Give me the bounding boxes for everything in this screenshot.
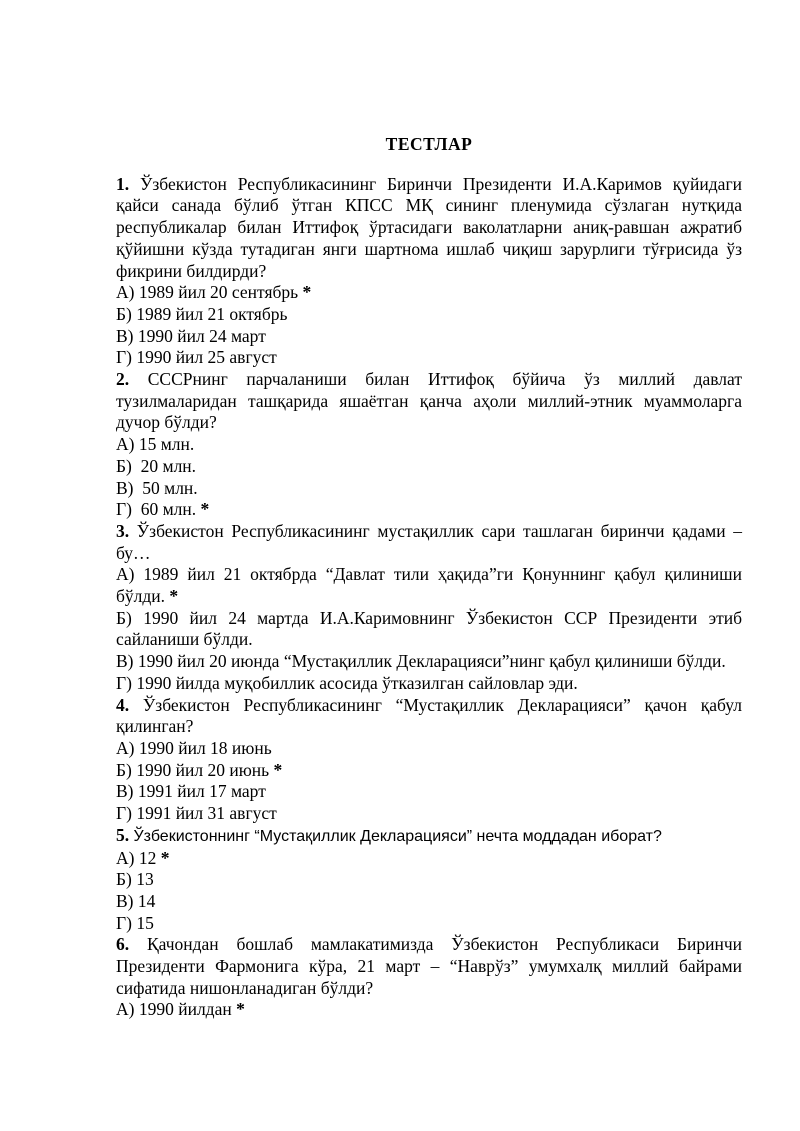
question-text: Ўзбекистон Республикасининг мустақиллик сари ташлаган биринчи қадами – бу… [116,520,742,563]
answer-option [116,781,742,803]
test-document [116,134,742,1021]
answer-option [116,434,742,456]
option-text: Б) 13 [116,869,154,890]
correct-mark: * [160,847,170,868]
option-text: Б) 1990 йил 20 июнь [116,759,274,780]
option-text: В) 50 млн. [116,477,198,498]
question-text: Ўзбекистоннинг “Мустақиллик Декларацияси” нечта моддадан иборат? [133,827,662,845]
option-text: Г) 1990 йил 25 август [116,347,277,368]
answer-option [116,326,742,348]
question-text: Қачондан бошлаб мамлакатимизда Ўзбекистон Республикаси Биринчи Президенти Фармонига кўра, 21 март – “Наврўз” умумхалқ миллий байрами сифатида нишонланадиган бўлди? [116,934,742,998]
option-text: Г) 15 [116,912,154,933]
answer-option [116,891,742,913]
answer-option [116,738,742,760]
answer-option [116,499,742,521]
question-text: Ўзбекистон Республикасининг “Мустақиллик Декларацияси” қачон қабул қилинган? [116,694,742,737]
question-number: 4. [116,694,130,715]
correct-mark: * [302,282,312,303]
answer-option [116,869,742,891]
question-number: 1. [116,173,130,194]
option-text: А) 1990 йил 18 июнь [116,737,272,758]
option-text: Б) 1990 йил 24 мартда И.А.Каримовнинг Ўзбекистон ССР Президенти этиб сайланиши бўлди. [116,607,742,650]
option-text: А) 15 млн. [116,434,195,455]
option-text: Б) 20 млн. [116,455,197,476]
question-number: 5. [116,824,130,845]
question-number: 3. [116,520,130,541]
answer-option [116,999,742,1021]
question-number: 2. [116,369,130,390]
correct-mark: * [236,999,245,1020]
option-text: А) 1989 йил 20 сентябрь [116,282,303,303]
answer-option [116,673,742,695]
option-text: В) 14 [116,890,156,911]
question-4 [116,695,742,738]
option-text: В) 1991 йил 17 март [116,781,266,802]
answer-option [116,913,742,935]
option-text: В) 1990 йил 20 июнда “Мустақиллик Декларацияси”нинг қабул қилиниши бўлди. [116,651,726,672]
question-text: СССРнинг парчаланиши билан Иттифоқ бўйича ўз миллий давлат тузилмаларидан ташқарида яшаётган қанча аҳоли миллий-этник муаммоларга дучор бўлди? [116,369,742,433]
answer-option [116,608,742,651]
question-6 [116,934,742,999]
option-text: Г) 1991 йил 31 август [116,803,277,824]
answer-option [116,651,742,673]
question-3 [116,521,742,564]
answer-option [116,304,742,326]
question-5 [116,825,742,848]
answer-option [116,347,742,369]
question-number: 6. [116,934,130,955]
option-text: Г) 60 млн. [116,499,201,520]
correct-mark: * [200,499,210,520]
answer-option [116,282,742,304]
option-text: Г) 1990 йилда муқобиллик асосида ўтказилган сайловлар эди. [116,672,578,693]
question-2 [116,369,742,434]
answer-option [116,478,742,500]
option-text: А) 12 [116,847,161,868]
option-text: В) 1990 йил 24 март [116,325,266,346]
answer-option [116,803,742,825]
answer-option [116,456,742,478]
option-text: Б) 1989 йил 21 октябрь [116,303,288,324]
answer-option [116,848,742,870]
correct-mark: * [273,759,283,780]
option-text: А) 1990 йилдан [116,999,237,1020]
question-text: Ўзбекистон Республикасининг Биринчи Президенти И.А.Каримов қуйидаги қайси санада бўлиб ўтган КПСС МҚ сининг пленумида сўзлаган нутқида республикалар билан Иттифоқ ўртасидаги ваколатларни аниқ-равшан ажратиб қўйишни кўзда тутадиган янги шартнома ишлаб чиқиш зарурлиги тўғрисида ўз фикрини билдирди? [116,173,742,281]
option-text: А) 1989 йил 21 октябрда “Давлат тили ҳақида”ги Қонуннинг қабул қилиниши бўлди. [116,564,742,607]
answer-option [116,760,742,782]
correct-mark: * [169,586,179,607]
question-1 [116,174,742,283]
page-title: ТЕСТЛАР [385,134,473,154]
answer-option [116,564,742,607]
